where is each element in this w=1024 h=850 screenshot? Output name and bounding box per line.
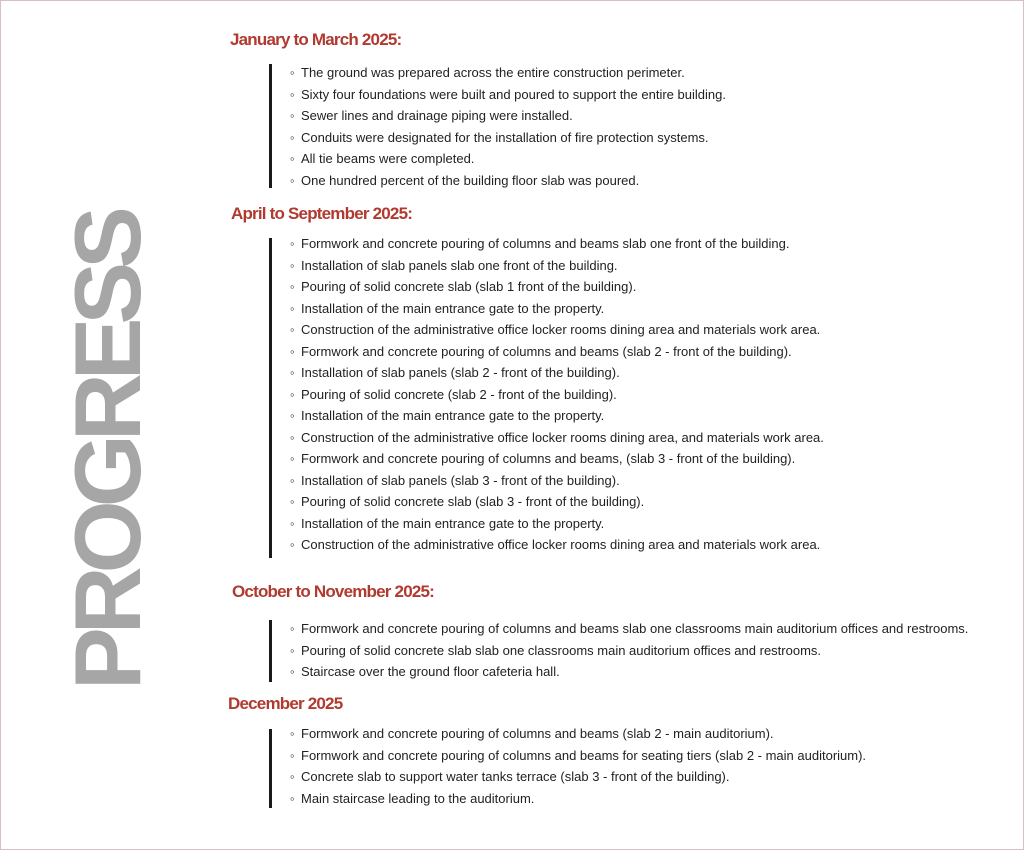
section-list-dec [290,723,866,809]
bullet-icon: ◦ [290,129,295,145]
bullet-icon: ◦ [290,279,295,294]
list-item [290,491,824,513]
list-item-text: Installation of the main entrance gate to the property. [301,515,605,531]
list-item-text: Sixty four foundations were built and poured to support the entire building. [301,86,726,102]
bullet-icon: ◦ [290,322,295,337]
list-item-text: Conduits were designated for the installation of fire protection systems. [301,129,709,145]
bullet-icon: ◦ [290,151,295,166]
list-item-text: Formwork and concrete pouring of columns and beams slab one classrooms main auditorium offices and restrooms. [301,621,969,636]
section-heading-oct-nov: October to November 2025: [232,582,435,601]
section-heading-jan-mar: January to March 2025: [230,30,402,49]
bullet-icon: ◦ [290,642,295,658]
bullet-icon: ◦ [290,537,295,552]
list-item-text: Formwork and concrete pouring of columns and beams (slab 2 - front of the building). [301,343,792,359]
list-item-text: Pouring of solid concrete slab (slab 1 front of the building). [301,279,637,294]
list-item [290,127,726,149]
list-item-text: Installation of the main entrance gate to the property. [301,408,605,423]
bullet-icon: ◦ [290,257,295,273]
section-list-apr-sep [290,233,824,556]
bullet-icon: ◦ [290,472,295,488]
list-item-text: Formwork and concrete pouring of columns and beams, (slab 3 - front of the building). [301,451,796,466]
list-item [290,255,824,277]
list-item [290,788,866,810]
bullet-icon: ◦ [290,429,295,445]
bullet-icon: ◦ [290,747,295,763]
list-item [290,62,726,84]
list-item [290,470,824,492]
bullet-icon: ◦ [290,65,295,80]
list-item [290,766,866,788]
bullet-icon: ◦ [290,365,295,380]
section-heading-dec: December 2025 [228,694,343,713]
section-list-jan-mar [290,62,726,191]
bullet-icon: ◦ [290,769,295,784]
list-item-text: Sewer lines and drainage piping were installed. [301,108,573,123]
progress-side-title: PROGRESS [55,213,160,690]
section-bar [269,238,272,558]
bullet-icon: ◦ [290,300,295,316]
bullet-icon: ◦ [290,451,295,466]
list-item [290,298,824,320]
list-item-text: Construction of the administrative office locker rooms dining area, and materials work area. [301,429,824,445]
list-item-text: Installation of slab panels (slab 2 - front of the building). [301,365,620,380]
bullet-icon: ◦ [290,386,295,402]
bullet-icon: ◦ [290,343,295,359]
list-item [290,233,824,255]
bullet-icon: ◦ [290,726,295,741]
section-bar [269,64,272,188]
list-item-text: The ground was prepared across the entire construction perimeter. [301,65,685,80]
list-item-text: Pouring of solid concrete slab (slab 3 - front of the building). [301,494,645,509]
list-item [290,513,824,535]
list-item [290,276,824,298]
section-bar [269,729,272,808]
list-item-text: Formwork and concrete pouring of columns and beams slab one front of the building. [301,236,790,251]
list-item-text: Formwork and concrete pouring of columns and beams (slab 2 - main auditorium). [301,726,774,741]
bullet-icon: ◦ [290,408,295,423]
list-item-text: All tie beams were completed. [301,151,475,166]
list-item [290,618,968,640]
list-item [290,534,824,556]
list-item [290,148,726,170]
list-item-text: Main staircase leading to the auditorium. [301,790,535,806]
list-item-text: Installation of slab panels (slab 3 - front of the building). [301,472,620,488]
bullet-icon: ◦ [290,86,295,102]
list-item [290,661,968,683]
list-item-text: Pouring of solid concrete slab slab one classrooms main auditorium offices and restrooms. [301,642,822,658]
list-item [290,170,726,192]
bullet-icon: ◦ [290,515,295,531]
list-item [290,745,866,767]
list-item-text: One hundred percent of the building floor slab was poured. [301,172,640,188]
bullet-icon: ◦ [290,494,295,509]
list-item [290,84,726,106]
list-item [290,341,824,363]
list-item [290,427,824,449]
list-item-text: Formwork and concrete pouring of columns and beams for seating tiers (slab 2 - main auditorium). [301,747,867,763]
list-item [290,384,824,406]
list-item [290,405,824,427]
list-item [290,319,824,341]
bullet-icon: ◦ [290,108,295,123]
list-item [290,362,824,384]
list-item [290,105,726,127]
list-item [290,640,968,662]
list-item-text: Construction of the administrative office locker rooms dining area and materials work area. [301,322,821,337]
list-item [290,723,866,745]
bullet-icon: ◦ [290,236,295,251]
list-item-text: Staircase over the ground floor cafeteria hall. [301,664,560,679]
bullet-icon: ◦ [290,664,295,679]
section-list-oct-nov [290,618,968,683]
section-heading-apr-sep: April to September 2025: [231,204,413,223]
list-item-text: Installation of slab panels slab one front of the building. [301,257,618,273]
list-item-text: Installation of the main entrance gate to the property. [301,300,605,316]
bullet-icon: ◦ [290,621,295,636]
list-item-text: Construction of the administrative office locker rooms dining area and materials work area. [301,537,821,552]
list-item [290,448,824,470]
bullet-icon: ◦ [290,790,295,806]
bullet-icon: ◦ [290,172,295,188]
list-item-text: Pouring of solid concrete (slab 2 - front of the building). [301,386,617,402]
list-item-text: Concrete slab to support water tanks terrace (slab 3 - front of the building). [301,769,730,784]
section-bar [269,620,272,682]
